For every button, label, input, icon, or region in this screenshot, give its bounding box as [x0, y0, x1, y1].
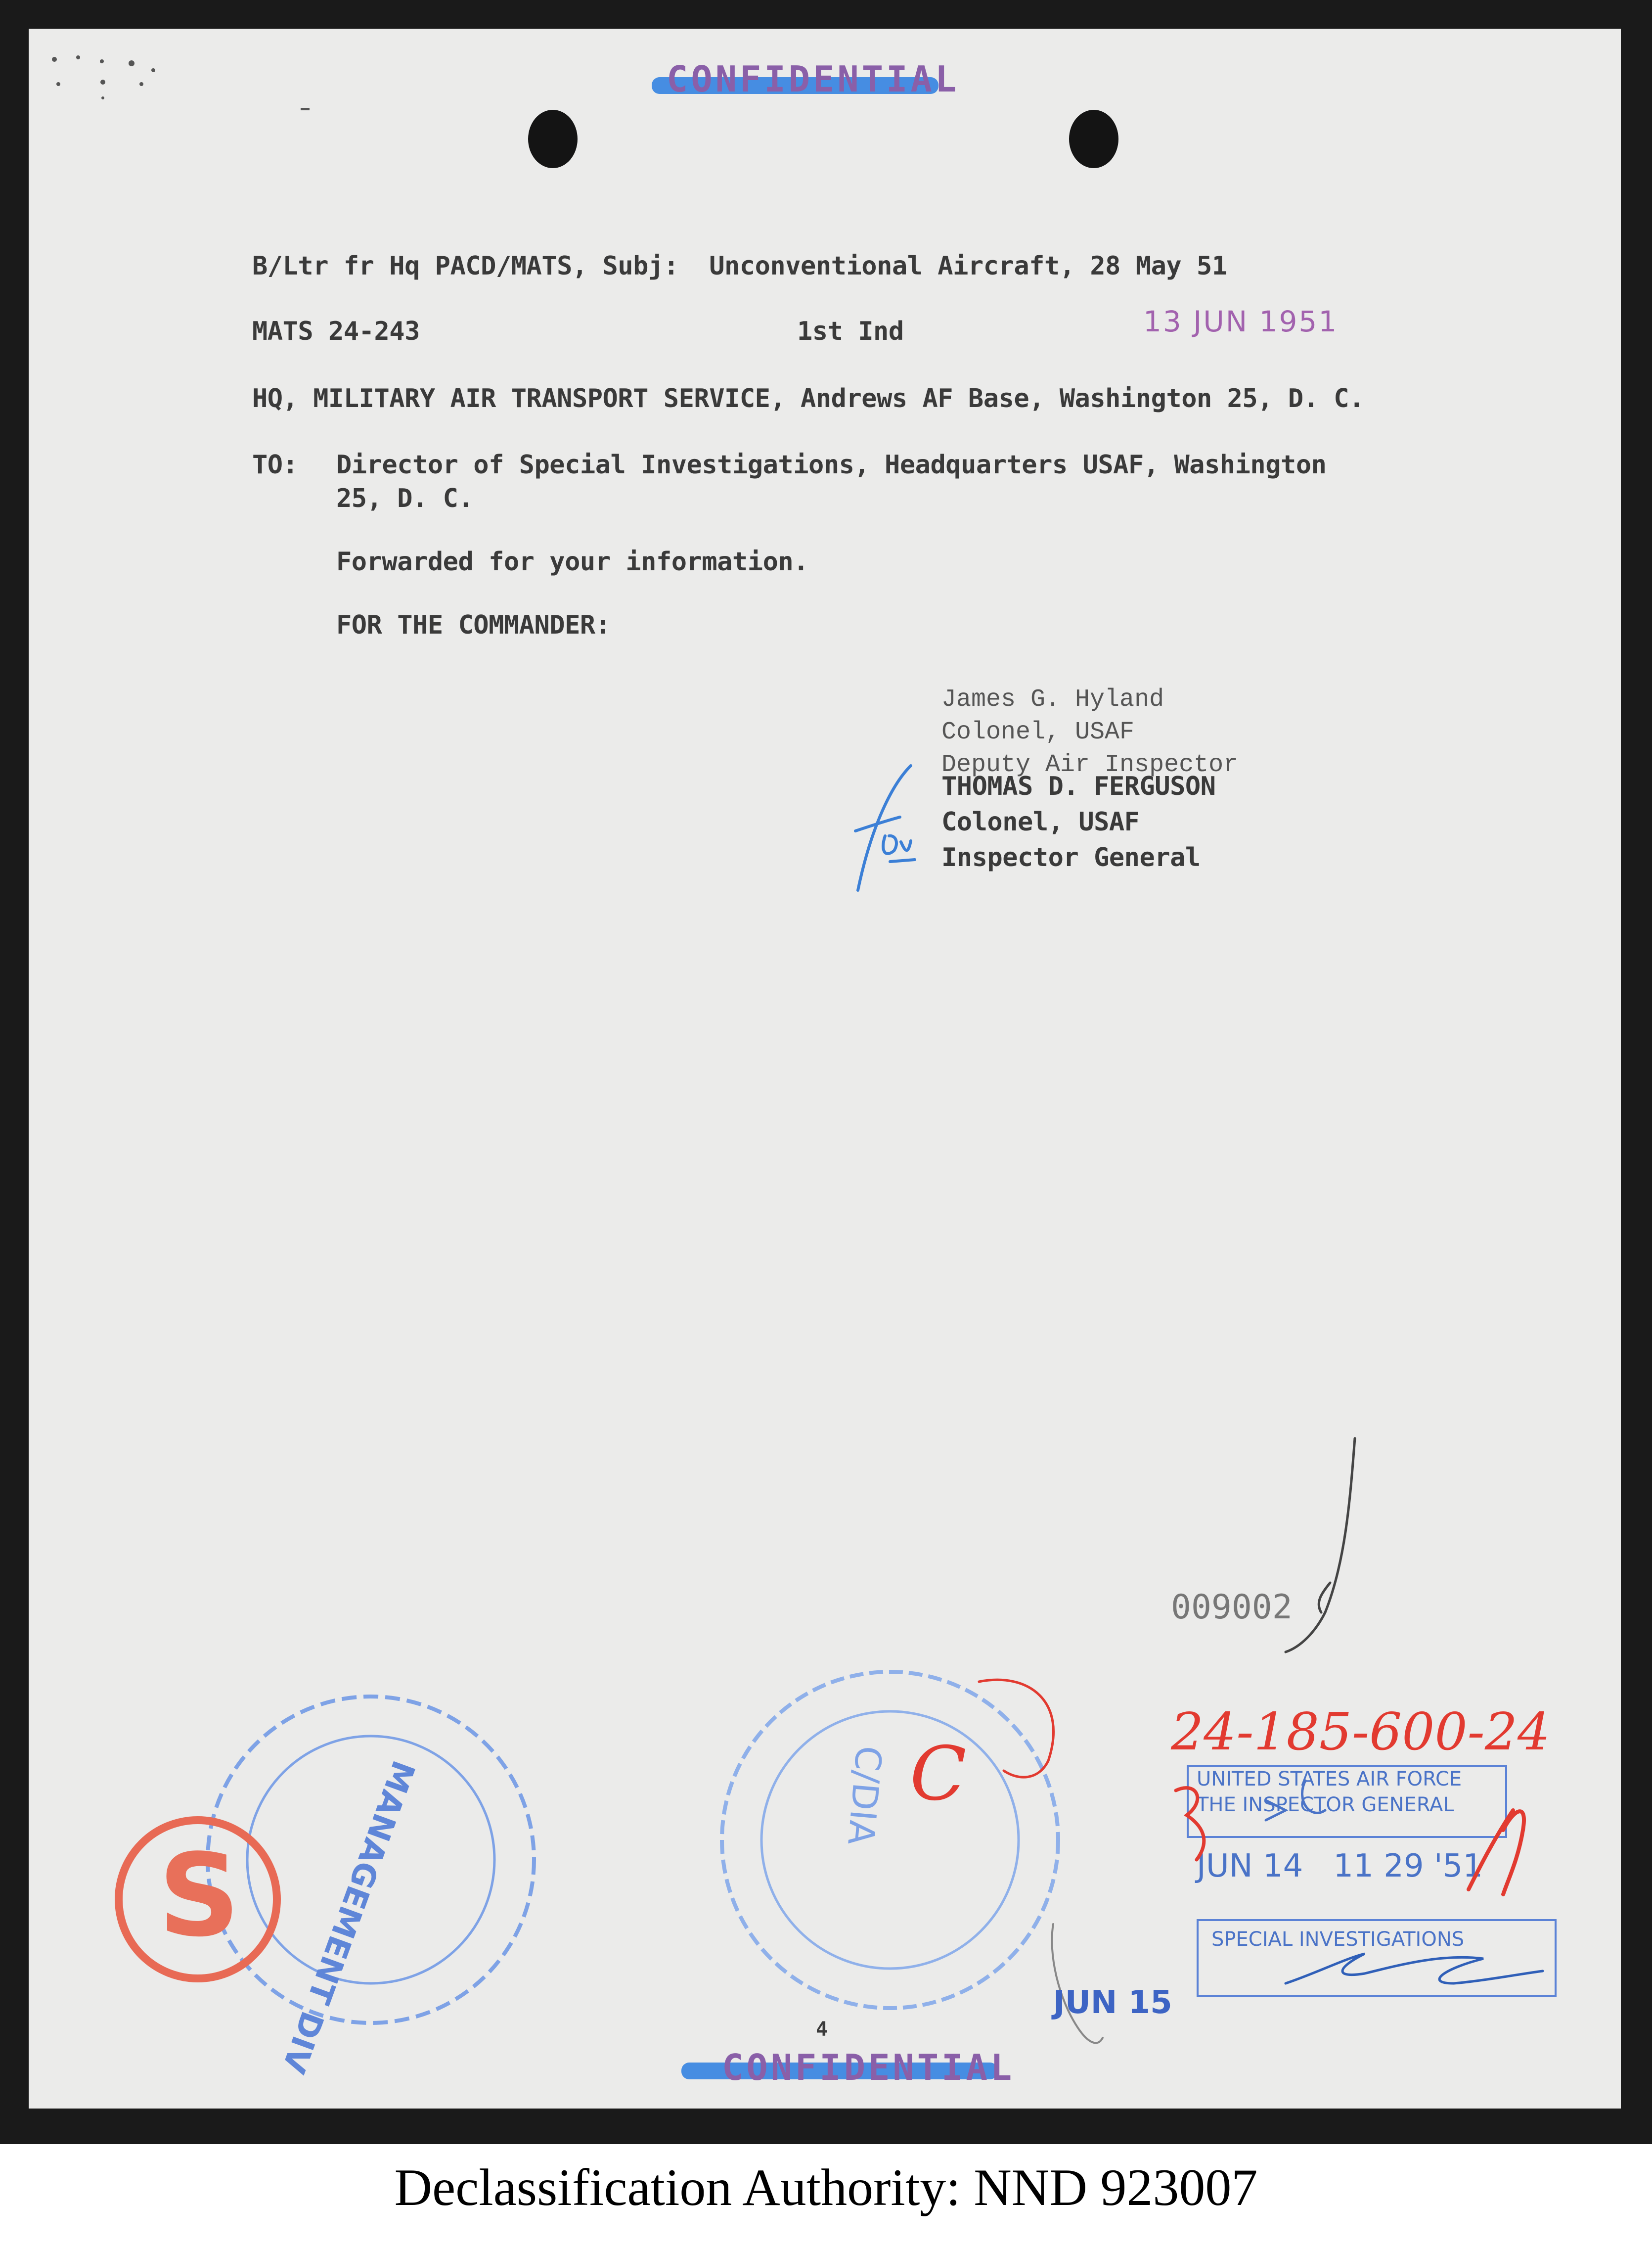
- circular-stamp-2-text: C/DIA: [840, 1744, 890, 1847]
- declassification-footer: Declassification Authority: NND 923007: [394, 2158, 1258, 2216]
- closing-line: FOR THE COMMANDER:: [336, 610, 611, 640]
- handwritten-red-c: C: [910, 1731, 967, 1817]
- received-stamp-line-1: UNITED STATES AIR FORCE: [1197, 1768, 1462, 1790]
- punch-hole-left: [528, 110, 578, 168]
- reference-line: B/Ltr fr Hq PACD/MATS, Subj: Unconventional Aircraft, 28 May 51: [252, 251, 1227, 281]
- indorsement-label: 1st Ind: [797, 317, 904, 346]
- date-stamp: 13 JUN 1951: [1143, 305, 1339, 338]
- circular-stamp-1-text: MANAGEMENT DIV: [274, 1755, 422, 2078]
- second-date-stamp: JUN 15: [1053, 1984, 1172, 2021]
- to-line-1: Director of Special Investigations, Headquarters USAF, Washington: [336, 450, 1327, 480]
- signer-rank: Colonel, USAF: [941, 718, 1135, 746]
- bottom-confidential-banner: CONFIDENTIAL: [722, 2047, 1015, 2088]
- punch-hole-right: [1069, 110, 1118, 168]
- special-investigations-label: SPECIAL INVESTIGATIONS: [1211, 1928, 1465, 1951]
- body-text: Forwarded for your information.: [336, 547, 809, 577]
- page-number: 4: [816, 2018, 828, 2041]
- signer-title: Deputy Air Inspector: [941, 751, 1239, 779]
- principal-rank: Colonel, USAF: [941, 807, 1140, 837]
- file-number: MATS 24-243: [252, 317, 420, 346]
- received-stamp-line-2: THE INSPECTOR GENERAL: [1197, 1793, 1454, 1816]
- to-label: TO:: [252, 450, 298, 480]
- top-confidential-banner: CONFIDENTIAL: [667, 58, 960, 100]
- control-number: 009002: [1171, 1588, 1293, 1627]
- handwritten-file-number: 24-185-600-24: [1171, 1701, 1551, 1762]
- received-date: JUN 14 11 29 '51: [1197, 1848, 1483, 1884]
- principal-title: Inspector General: [941, 843, 1201, 872]
- principal-name: THOMAS D. FERGUSON: [941, 772, 1216, 801]
- from-line: HQ, MILITARY AIR TRANSPORT SERVICE, Andrews AF Base, Washington 25, D. C.: [252, 384, 1364, 413]
- corner-marks: [29, 29, 325, 157]
- to-line-2: 25, D. C.: [336, 484, 474, 513]
- red-s-letter: S: [158, 1830, 240, 1962]
- signer-name: James G. Hyland: [941, 686, 1164, 714]
